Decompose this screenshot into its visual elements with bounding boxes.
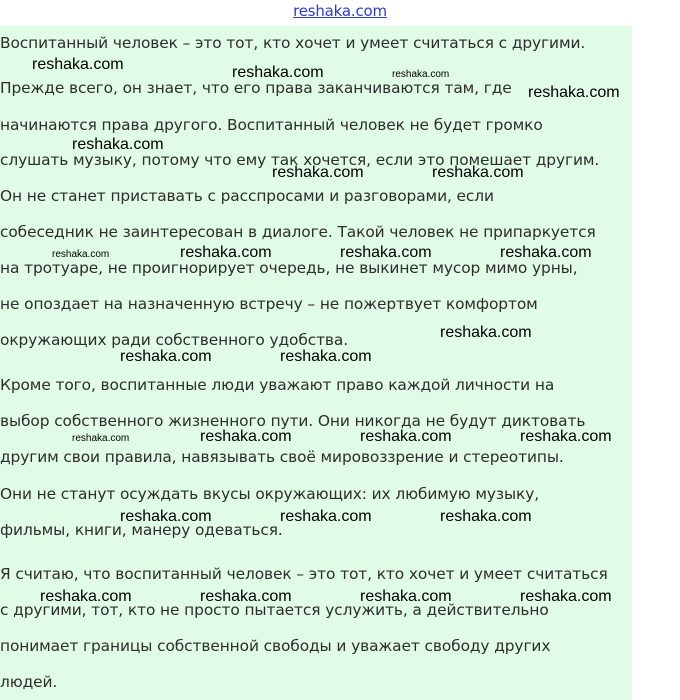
watermark: reshaka.com — [440, 324, 532, 341]
text-line: собеседник не заинтересован в диалоге. Такой человек не припаркуется — [0, 223, 596, 241]
watermark: reshaka.com — [280, 508, 372, 525]
watermark: reshaka.com — [280, 348, 372, 365]
watermark: reshaka.com — [32, 56, 124, 73]
watermark: reshaka.com — [200, 588, 292, 605]
watermark: reshaka.com — [520, 428, 612, 445]
text-line: Он не станет приставать с расспросами и разговорами, если — [0, 187, 494, 205]
watermark: reshaka.com — [120, 348, 212, 365]
text-line: другим свои правила, навязывать своё мировоззрение и стереотипы. — [0, 448, 564, 466]
watermark: reshaka.com — [72, 136, 164, 153]
site-header-link[interactable]: reshaka.com — [293, 2, 387, 20]
text-line: Прежде всего, он знает, что его права заканчиваются там, где — [0, 79, 512, 97]
text-line: слушать музыку, потому что ему так хочется, если это помешает другим. — [0, 151, 600, 169]
text-line: начинаются права другого. Воспитанный человек не будет громко — [0, 116, 543, 134]
text-line: с другими, тот, кто не просто пытается услужить, а действительно — [0, 601, 549, 619]
text-line: выбор собственного жизненного пути. Они никогда не будут диктовать — [0, 412, 586, 430]
text-line: Они не станут осуждать вкусы окружающих: их любимую музыку, — [0, 485, 540, 503]
watermark: reshaka.com — [520, 588, 612, 605]
text-line: Я считаю, что воспитанный человек – это тот, кто хочет и умеет считаться — [0, 565, 608, 583]
watermark: reshaka.com — [360, 428, 452, 445]
watermark: reshaka.com — [392, 69, 450, 80]
watermark: reshaka.com — [500, 244, 592, 261]
watermark: reshaka.com — [432, 164, 524, 181]
watermark: reshaka.com — [200, 428, 292, 445]
text-line: людей. — [0, 673, 58, 691]
text-line: Кроме того, воспитанные люди уважают право каждой личности на — [0, 376, 555, 394]
text-line: на тротуаре, не проигнорирует очередь, не выкинет мусор мимо урны, — [0, 259, 578, 277]
watermark: reshaka.com — [232, 64, 324, 81]
text-line: Воспитанный человек – это тот, кто хочет и умеет считаться с другими. — [0, 34, 586, 52]
watermark: reshaka.com — [180, 244, 272, 261]
watermark: reshaka.com — [120, 508, 212, 525]
watermark: reshaka.com — [52, 249, 110, 260]
watermark: reshaka.com — [72, 433, 130, 444]
text-line: окружающих ради собственного удобства. — [0, 331, 349, 349]
watermark: reshaka.com — [272, 164, 364, 181]
watermark: reshaka.com — [440, 508, 532, 525]
text-line: не опоздает на назначенную встречу – не пожертвует комфортом — [0, 295, 538, 313]
watermark: reshaka.com — [528, 84, 620, 101]
text-line: понимает границы собственной свободы и уважает свободу других — [0, 637, 551, 655]
watermark: reshaka.com — [360, 588, 452, 605]
watermark: reshaka.com — [340, 244, 432, 261]
text-line: фильмы, книги, манеру одеваться. — [0, 521, 283, 539]
watermark: reshaka.com — [40, 588, 132, 605]
